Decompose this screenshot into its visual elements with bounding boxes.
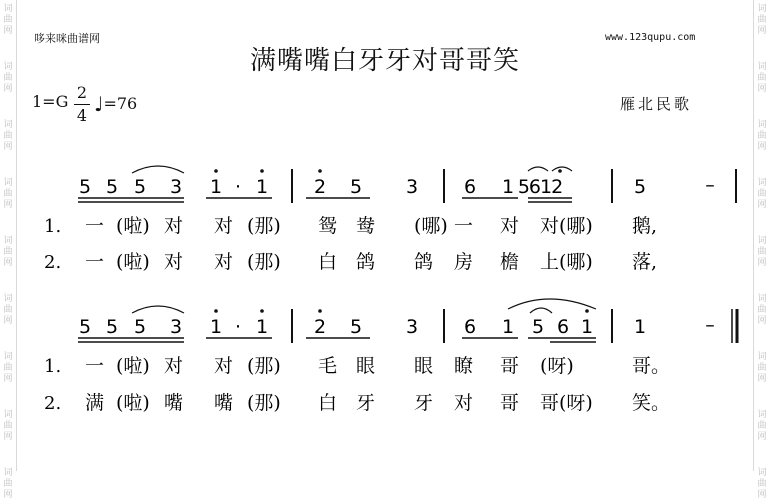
- high-note: 1: [255, 176, 269, 198]
- lyric-syllable: 对: [164, 355, 184, 377]
- verse-number: 2.: [44, 393, 62, 414]
- lyric-syllable: (那): [247, 355, 281, 377]
- octave-dot: [260, 169, 264, 173]
- watermark-char: 网: [3, 374, 13, 384]
- note: 5: [531, 316, 545, 338]
- lyric-syllable: 对: [214, 251, 234, 273]
- watermark-char: 曲: [757, 305, 767, 315]
- lyric-syllable: 白: [318, 251, 338, 273]
- lyric-syllable: 牙: [414, 392, 434, 414]
- tempo-value: =76: [103, 94, 138, 113]
- watermark-char: 曲: [757, 421, 767, 431]
- lyric-syllable: 眼: [414, 355, 434, 377]
- watermark-char: 网: [3, 258, 13, 268]
- dash-note: –: [705, 314, 715, 336]
- watermark-char: 词: [3, 120, 13, 130]
- note: 5: [105, 316, 119, 338]
- lyric-syllable: (呀): [540, 355, 574, 377]
- lyric-syllable: 哥(呀): [540, 392, 593, 414]
- high-note: 1: [580, 316, 594, 338]
- site-name: 哆来咪曲谱网: [34, 32, 100, 45]
- watermark-char: 曲: [3, 15, 13, 25]
- slur: [528, 167, 548, 171]
- watermark-char: 词: [757, 410, 767, 420]
- watermark-char: 词: [3, 178, 13, 188]
- octave-dot: [558, 169, 562, 173]
- quarter-note-icon: ♩: [94, 92, 104, 116]
- watermark-char: 曲: [3, 363, 13, 373]
- watermark-char: 网: [757, 316, 767, 326]
- lyric-syllable: 瞭: [454, 355, 474, 377]
- lyric-syllable: 白: [318, 392, 338, 414]
- note: ·: [234, 316, 242, 338]
- lyric-syllable: 哥: [500, 355, 520, 377]
- watermark-char: 曲: [757, 189, 767, 199]
- note: 3: [169, 176, 183, 198]
- watermark-char: 词: [3, 4, 13, 14]
- watermark-char: 曲: [3, 189, 13, 199]
- note: 5: [349, 176, 363, 198]
- watermark-char: 曲: [3, 421, 13, 431]
- watermark-char: 网: [757, 200, 767, 210]
- lyric-syllable: (啦): [116, 392, 150, 414]
- watermark-char: 网: [757, 26, 767, 36]
- lyric-syllable: 哥。: [632, 355, 671, 377]
- watermark-char: 网: [3, 432, 13, 442]
- verse-number: 1.: [44, 356, 62, 377]
- note: 2: [313, 176, 327, 198]
- lyric-syllable: 对: [454, 392, 474, 414]
- octave-dot: [214, 169, 218, 173]
- lyric-syllable: 嘴: [164, 392, 184, 414]
- watermark-char: 网: [757, 374, 767, 384]
- high-note: 1: [209, 316, 223, 338]
- slur: [508, 299, 596, 309]
- watermark-char: 网: [757, 490, 767, 500]
- octave-dot: [585, 309, 589, 313]
- note: 6: [556, 316, 570, 338]
- time-signature-top: 2: [76, 83, 88, 102]
- watermark-char: 网: [3, 316, 13, 326]
- watermark-char: 曲: [757, 73, 767, 83]
- lyric-syllable: 满: [85, 392, 105, 414]
- lyric-syllable: 毛: [318, 355, 338, 377]
- lyric-syllable: 鸽: [356, 251, 376, 273]
- watermark-char: 词: [757, 294, 767, 304]
- octave-dot: [214, 309, 218, 313]
- octave-dot: [260, 309, 264, 313]
- lyric-syllable: 牙: [356, 392, 376, 414]
- watermark-char: 网: [757, 84, 767, 94]
- note: 6: [463, 316, 477, 338]
- watermark-char: 曲: [3, 247, 13, 257]
- watermark-char: 曲: [3, 73, 13, 83]
- watermark-char: 词: [3, 352, 13, 362]
- watermark-char: 网: [3, 200, 13, 210]
- lyric-syllable: 对: [500, 215, 520, 237]
- watermark-char: 词: [757, 236, 767, 246]
- song-origin: 雁北民歌: [620, 95, 693, 113]
- lyric-syllable: (那): [247, 215, 281, 237]
- lyric-syllable: 一: [454, 215, 474, 237]
- lyric-syllable: 对: [214, 355, 234, 377]
- watermark-char: 曲: [757, 363, 767, 373]
- watermark-char: 词: [757, 120, 767, 130]
- lyric-syllable: 对: [214, 215, 234, 237]
- lyric-syllable: 鸽: [414, 251, 434, 273]
- lyric-syllable: 房: [454, 251, 474, 273]
- lyric-syllable: 对: [164, 215, 184, 237]
- note: 3: [169, 316, 183, 338]
- note: ·: [234, 176, 242, 198]
- note: 5: [349, 316, 363, 338]
- lyric-syllable: 上(哪): [540, 251, 593, 273]
- watermark-char: 曲: [757, 15, 767, 25]
- lyric-syllable: (那): [247, 251, 281, 273]
- slur: [132, 306, 184, 313]
- note: 5: [105, 176, 119, 198]
- lyric-syllable: (哪): [414, 215, 448, 237]
- site-url: www.123qupu.com: [605, 32, 696, 43]
- lyric-syllable: 哥: [500, 392, 520, 414]
- watermark-char: 曲: [3, 305, 13, 315]
- slur: [132, 166, 184, 173]
- lyric-syllable: 鸯: [356, 215, 376, 237]
- watermark-char: 词: [757, 178, 767, 188]
- lyric-syllable: 嘴: [214, 392, 234, 414]
- high-note: 1: [255, 316, 269, 338]
- note: 5: [133, 316, 147, 338]
- lyric-syllable: 一: [85, 215, 105, 237]
- note: 1: [501, 316, 515, 338]
- watermark-char: 词: [757, 468, 767, 478]
- watermark-char: 网: [3, 26, 13, 36]
- note: 1: [501, 176, 515, 198]
- lyric-syllable: 一: [85, 355, 105, 377]
- note: 5: [633, 176, 647, 198]
- watermark-char: 曲: [757, 247, 767, 257]
- lyric-syllable: 鸳: [318, 215, 338, 237]
- key-signature: 1=G: [32, 92, 69, 111]
- octave-dot: [318, 169, 322, 173]
- watermark-char: 词: [3, 294, 13, 304]
- note: 1: [633, 316, 647, 338]
- watermark-char: 网: [757, 142, 767, 152]
- watermark-char: 词: [757, 4, 767, 14]
- watermark-char: 曲: [757, 131, 767, 141]
- watermark-char: 词: [3, 62, 13, 72]
- lyric-syllable: 鹅,: [632, 215, 658, 237]
- watermark-char: 网: [3, 490, 13, 500]
- watermark-char: 网: [757, 432, 767, 442]
- note: 3: [405, 176, 419, 198]
- note: 5: [78, 316, 92, 338]
- watermark-group: [754, 468, 770, 501]
- lyric-syllable: 笑。: [632, 392, 671, 414]
- lyric-syllable: 落,: [632, 251, 658, 273]
- dash-note: –: [705, 174, 715, 196]
- note: 2: [313, 316, 327, 338]
- verse-number: 2.: [44, 252, 62, 273]
- high-note: 1: [209, 176, 223, 198]
- watermark-char: 曲: [757, 479, 767, 489]
- watermark-char: 词: [757, 352, 767, 362]
- watermark-char: 词: [3, 468, 13, 478]
- watermark-group: [0, 468, 16, 501]
- watermark-char: 网: [757, 258, 767, 268]
- note: 5: [78, 176, 92, 198]
- watermark-char: 网: [3, 142, 13, 152]
- note: 5: [133, 176, 147, 198]
- note: 5612: [517, 176, 563, 198]
- lyric-syllable: (啦): [116, 251, 150, 273]
- lyric-syllable: 一: [85, 251, 105, 273]
- slur: [552, 167, 572, 171]
- octave-dot: [318, 309, 322, 313]
- lyric-syllable: 檐: [500, 251, 520, 273]
- watermark-char: 曲: [3, 479, 13, 489]
- lyric-syllable: 眼: [356, 355, 376, 377]
- watermark-char: 词: [3, 410, 13, 420]
- song-title: 满嘴嘴白牙牙对哥哥笑: [249, 46, 520, 76]
- watermark-char: 网: [3, 84, 13, 94]
- verse-number: 1.: [44, 216, 62, 237]
- watermark-char: 词: [757, 62, 767, 72]
- time-signature-bottom: 4: [76, 106, 88, 125]
- note: 6: [463, 176, 477, 198]
- watermark-char: 词: [3, 236, 13, 246]
- watermark-char: 曲: [3, 131, 13, 141]
- slur: [530, 308, 552, 313]
- lyric-syllable: (啦): [116, 215, 150, 237]
- lyric-syllable: 对(哪): [540, 215, 593, 237]
- lyric-syllable: (啦): [116, 355, 150, 377]
- lyric-syllable: 对: [164, 251, 184, 273]
- note: 3: [405, 316, 419, 338]
- lyric-syllable: (那): [247, 392, 281, 414]
